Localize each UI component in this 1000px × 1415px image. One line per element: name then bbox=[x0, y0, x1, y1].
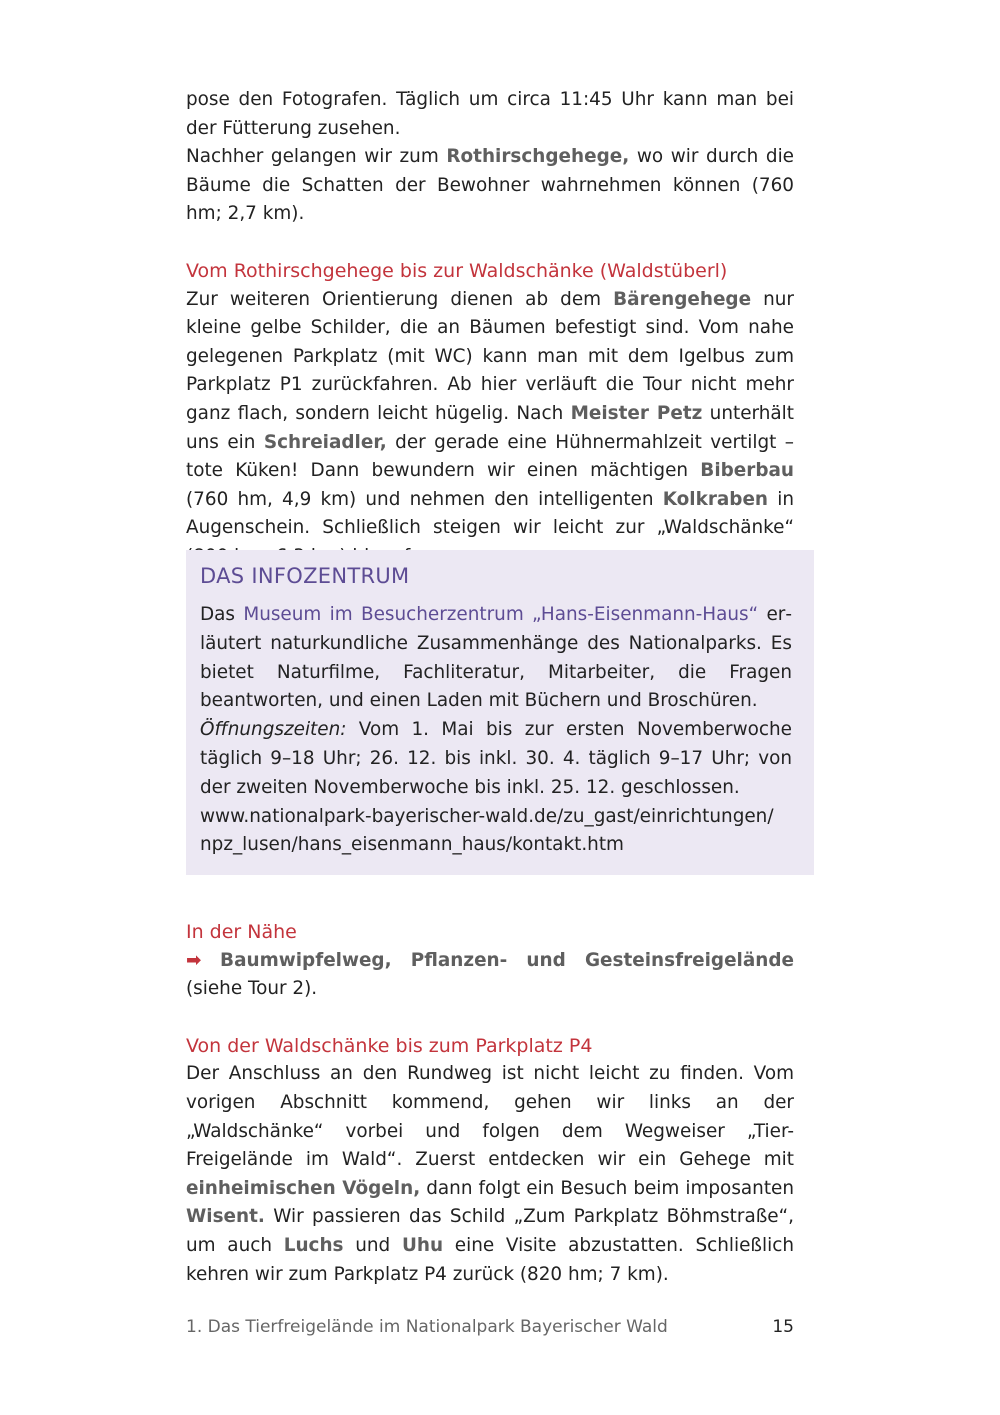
highlight-rothirschgehege: Rothirschgehege, bbox=[446, 146, 630, 168]
highlight-uhu: Uhu bbox=[401, 1234, 444, 1256]
nearby-paragraph: ➡ Baumwipfelweg, Pflanzen- und Gesteinsfreigelände (siehe Tour 2). bbox=[186, 949, 794, 1000]
url-line-2[interactable]: npz_lusen/hans_eisenmann_haus/kontakt.htm bbox=[200, 834, 624, 856]
url-line-1[interactable]: www.nationalpark-bayerischer-wald.de/zu_gast/einrichtungen/ bbox=[200, 805, 774, 827]
page-footer bbox=[186, 1314, 794, 1340]
highlight-baerengehege: Bärengehege bbox=[613, 288, 752, 310]
highlight-wisent: Wisent. bbox=[186, 1206, 265, 1228]
section-paragraph-rothirsch: Zur weiteren Orientierung dienen ab dem Bärengehege nur kleine gelbe Schilder, die an Bäumen befestigt sind. Vom nahe gelegenen Parkplatz (mit WC) kann man mit dem Igelbus zum Parkplatz P1 zurückfahren. Ab hier verläuft die Tour nicht mehr ganz flach, sondern leicht hügelig. Nach Meister Petz unterhält uns ein Schreiadler, der gerade eine Hühnermahlzeit vertilgt – tote Küken! Dann bewundern wir einen mächtigen Biberbau (760 hm, 4,9 km) und nehmen den intelligenten Kolkraben in Augenschein. Schließlich steigen wir leicht zur „Waldschänke“ bbox=[186, 288, 795, 539]
info-box-title: DAS INFOZENTRUM bbox=[200, 564, 410, 588]
info-box-paragraph: Das Museum im Besucherzentrum „Hans-Eisenmann-Haus“ erläutert naturkundliche Zusammenhänge des Nationalparks. Es bietet Naturfilme, Fachliteratur, Mitarbeiter, die Fragen beantworten, und einen Laden mit Büchern und Broschüren. Öffnungszeiten: Vom 1. Mai bis zur ersten Novemberwoche täglich 9–18 Uhr; 26. 12. bis inkl. 30. 4. täglich 9–17 Uhr; von der zweiten Novemberwoche bis inkl. 25. 12. geschlossen. www.nationalpark-bayerischer-wald.de/zu_gast/einrichtungen/ npz_lusen/hans_eisenmann_haus/kontakt.htm bbox=[200, 604, 792, 856]
arrow-right-icon: ➡ bbox=[186, 949, 202, 971]
section-paragraph-waldschaenke: Der Anschluss an den Rundweg ist nicht leicht zu finden. Vom vorigen Abschnitt kommend, gehen wir links an der „Waldschänke“ vorbei und folgen dem Wegweiser „Tier-Freigelände im Wald“. Zuerst entdecken wir ein Gehege mit einheimischen Vögeln, dann folgt ein Besuch beim imposanten Wisent. Wir passieren das Schild „Zum Parkplatz Böhmstraße“, um auch Luchs und Uhu eine Visite abzustatten. Schließlich kehren wir zum Parkplatz P4 zurück (820 hm; 7 km). bbox=[186, 1063, 795, 1285]
section-heading-waldschaenke: Von der Waldschänke bis zum Parkplatz P4 bbox=[186, 1034, 593, 1057]
intro-paragraph: pose den Fotografen. Täglich um circa 11:45 Uhr kann man bei der Fütterung zusehen. Nachher gelangen wir zum Rothirschgehege, wo wir durch die Bäume die Schatten der Bewohner wahrnehmen können (760 hm; 2,7 km). bbox=[186, 89, 794, 225]
page-bottom bbox=[186, 918, 794, 1289]
highlight-schreiadler: Schreiadler, bbox=[263, 431, 387, 453]
section-heading-nearby: In der Nähe bbox=[186, 921, 297, 943]
footer-chapter-title: 1. Das Tierfreigelände im Nationalpark Bayerischer Wald bbox=[186, 1317, 668, 1337]
info-box bbox=[186, 550, 814, 875]
highlight-meister-petz: Meister Petz bbox=[570, 402, 703, 424]
highlight-baumwipfelweg: Baumwipfelweg, Pflanzen- und Gesteinsfreigelände bbox=[220, 949, 794, 971]
highlight-biberbau: Biberbau bbox=[700, 460, 794, 482]
highlight-kolkraben: Kolkraben bbox=[662, 488, 769, 510]
section-heading-rothirsch: Vom Rothirschgehege bis zur Waldschänke (Waldstüberl) bbox=[186, 259, 728, 282]
museum-link[interactable]: Museum im Besucherzentrum „Hans-Eisenmann-Haus“ bbox=[243, 604, 759, 625]
highlight-voegel: einheimischen Vögeln, bbox=[186, 1177, 421, 1199]
page-number: 15 bbox=[772, 1317, 794, 1337]
opening-hours-label: Öffnungszeiten: bbox=[200, 719, 347, 741]
highlight-luchs: Luchs bbox=[283, 1234, 344, 1256]
page-top bbox=[186, 86, 794, 572]
